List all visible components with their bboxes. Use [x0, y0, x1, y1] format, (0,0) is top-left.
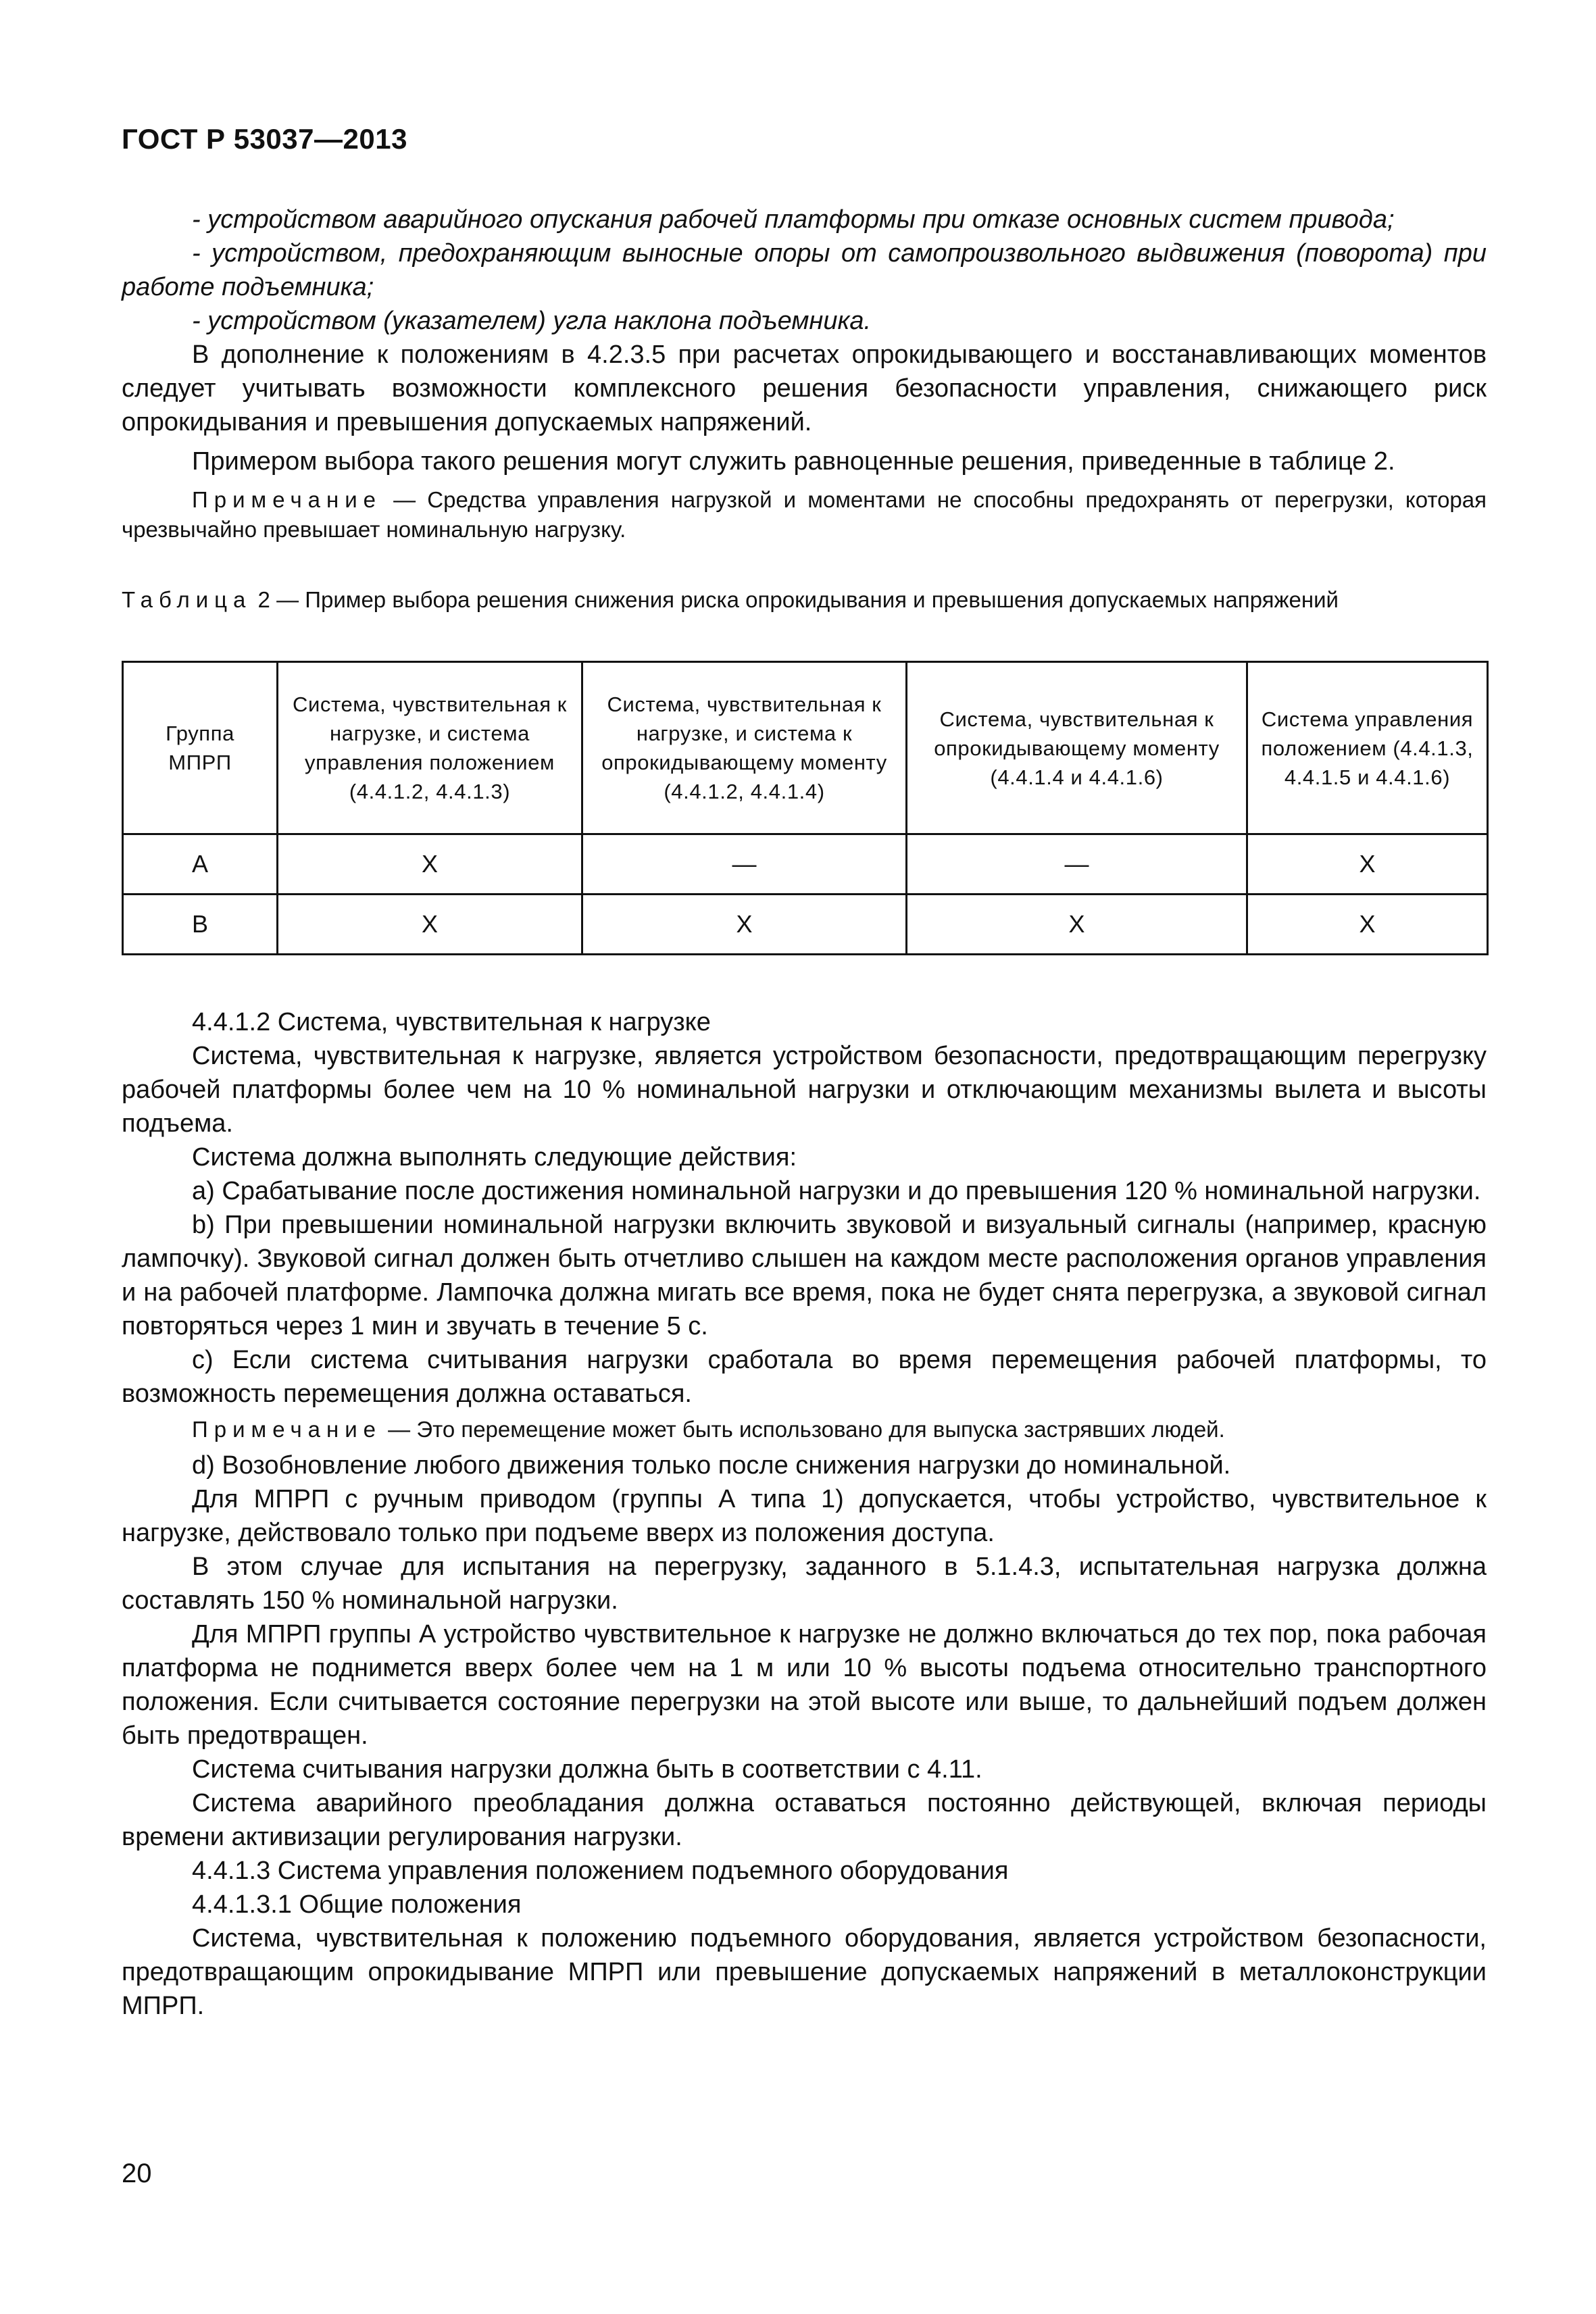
- page-number: 20: [122, 2159, 152, 2188]
- intro-note-text: — Средства управления нагрузкой и моментами не способны предохранять от перегрузки, которая чрезвычайно превышает номинальную нагрузку.: [122, 487, 1487, 542]
- body-paragraph: a) Срабатывание после достижения номинальной нагрузки и до превышения 120 % номинальной нагрузки.: [192, 1177, 1481, 1205]
- intro-note-label: Примечание: [192, 487, 382, 512]
- table-cell: Х: [582, 895, 907, 955]
- table-caption-label: Таблица: [122, 587, 252, 612]
- body-paragraph: d) Возобновление любого движения только после снижения нагрузки до номинальной.: [192, 1451, 1231, 1480]
- table-cell: —: [907, 834, 1247, 895]
- body-paragraph: Для МПРП группы А устройство чувствительное к нагрузке не должно включаться до тех пор, пока рабочая платформа не поднимется вверх более чем на 1 м или 10 % высоты подъема относительно транспортного положения. Если считывается состояние перегрузки на этой высоте или выше, то дальнейший подъем должен быть предотвращен.: [122, 1620, 1487, 1750]
- section-heading-4-4-1-3-1: 4.4.1.3.1 Общие положения: [192, 1890, 522, 1919]
- body-paragraph: Система аварийного преобладания должна оставаться постоянно действующей, включая периоды времени активизации регулирования нагрузки.: [122, 1789, 1487, 1851]
- intro-paragraph-1: В дополнение к положениям в 4.2.3.5 при расчетах опрокидывающего и восстанавливающих моментов следует учитывать возможности комплексного решения безопасности управления, снижающего риск опрокидывания и превышения допускаемых напряжений.: [122, 341, 1487, 436]
- header-load-and-moment: Система, чувствительная к нагрузке, и система к опрокидывающему моменту (4.4.1.2, 4.4.1.4): [582, 662, 907, 834]
- body-paragraph: b) При превышении номинальной нагрузки включить звуковой и визуальный сигналы (например, красную лампочку). Звуковой сигнал должен быть отчетливо слышен на каждом месте расположения органов управления и на рабочей платформе. Лампочка должна мигать все время, пока не будет снята перегрузка, а звуковой сигнал повторяться через 1 мин и звучать в течение 5 с.: [122, 1211, 1487, 1340]
- table-caption-text: 2 — Пример выбора решения снижения риска опрокидывания и превышения допускаемых напряжений: [251, 587, 1339, 612]
- table-cell: Х: [1247, 834, 1488, 895]
- body-paragraph: Система, чувствительная к нагрузке, является устройством безопасности, предотвращающим перегрузку рабочей платформы более чем на 10 % номинальной нагрузки и отключающим механизмы вылета и высоты подъема.: [122, 1042, 1487, 1138]
- table-row: [123, 895, 1488, 955]
- table-cell: Х: [278, 895, 582, 955]
- table-row: [123, 834, 1488, 895]
- intro-item-1: - устройством аварийного опускания рабочей платформы при отказе основных систем привода;: [192, 205, 1395, 234]
- body-note-label: Примечание: [192, 1417, 382, 1442]
- body-paragraph: В этом случае для испытания на перегрузку, заданного в 5.1.4.3, испытательная нагрузка должна составлять 150 % номинальной нагрузки.: [122, 1553, 1487, 1615]
- section-heading-4-4-1-3: 4.4.1.3 Система управления положением подъемного оборудования: [192, 1857, 1009, 1885]
- table-cell: В: [123, 895, 278, 955]
- table-cell: Х: [1247, 895, 1488, 955]
- body-paragraph: Система должна выполнять следующие действия:: [192, 1143, 797, 1172]
- standard-header: ГОСТ Р 53037—2013: [122, 123, 407, 155]
- body-paragraph: Система считывания нагрузки должна быть в соответствии с 4.11.: [192, 1755, 982, 1784]
- table-cell: Х: [278, 834, 582, 895]
- body-paragraph: c) Если система считывания нагрузки сработала во время перемещения рабочей платформы, то возможность перемещения должна оставаться.: [122, 1346, 1487, 1408]
- body-paragraph: Система, чувствительная к положению подъемного оборудования, является устройством безопасности, предотвращающим опрокидывание МПРП или превышение допускаемых напряжений в металлоконструкции МПРП.: [122, 1924, 1487, 2020]
- header-load-and-position: Система, чувствительная к нагрузке, и система управления положением (4.4.1.2, 4.4.1.3): [278, 662, 582, 834]
- intro-paragraph-2: Примером выбора такого решения могут служить равноценные решения, приведенные в таблице 2.: [192, 447, 1395, 476]
- body-section: [122, 1005, 1487, 2023]
- table-caption: [122, 585, 1487, 615]
- body-paragraph: Для МПРП с ручным приводом (группы А типа 1) допускается, чтобы устройство, чувствительное к нагрузке, действовало только при подъеме вверх из положения доступа.: [122, 1485, 1487, 1547]
- table-cell: —: [582, 834, 907, 895]
- table-cell: А: [123, 834, 278, 895]
- intro-section: [122, 203, 1487, 545]
- header-moment: Система, чувствительная к опрокидывающему моменту (4.4.1.4 и 4.4.1.6): [907, 662, 1247, 834]
- body-note: [122, 1415, 1487, 1444]
- header-group: Группа МПРП: [123, 662, 278, 834]
- intro-note: [122, 485, 1487, 545]
- table-header-row: [123, 662, 1488, 834]
- body-note-text: — Это перемещение может быть использовано для выпуска застрявших людей.: [382, 1417, 1225, 1442]
- table-cell: Х: [907, 895, 1247, 955]
- solutions-table: [122, 661, 1489, 955]
- header-position: Система управления положением (4.4.1.3, 4.4.1.5 и 4.4.1.6): [1247, 662, 1488, 834]
- intro-item-2: - устройством, предохраняющим выносные опоры от самопроизвольного выдвижения (поворота) при работе подъемника;: [122, 239, 1487, 301]
- intro-item-3: - устройством (указателем) угла наклона подъемника.: [192, 307, 872, 335]
- section-heading-4-4-1-2: 4.4.1.2 Система, чувствительная к нагрузке: [192, 1008, 711, 1036]
